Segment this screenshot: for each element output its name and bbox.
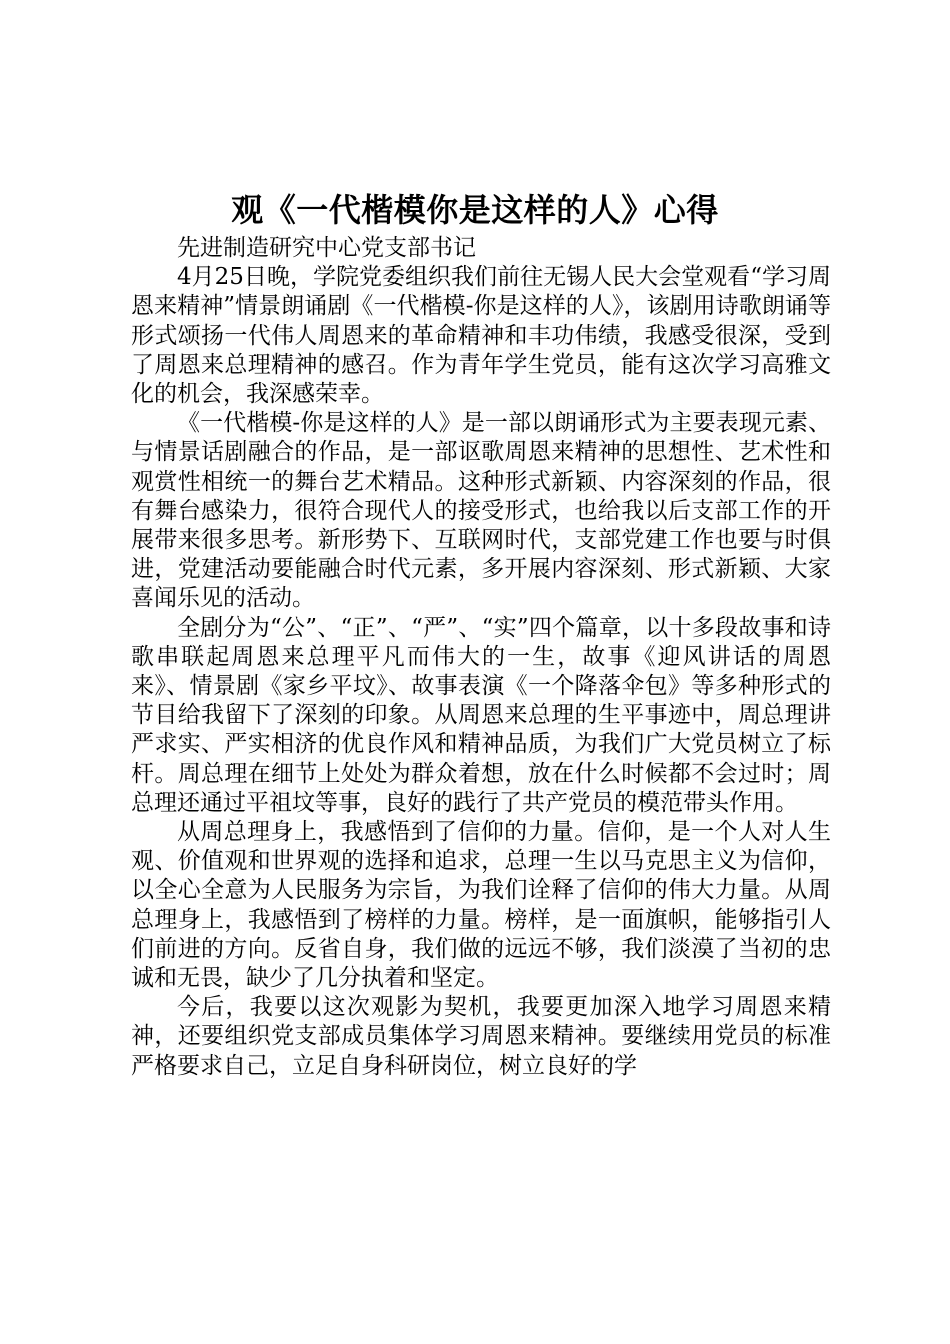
document-title: 观《一代楷模你是这样的人》心得 (231, 191, 719, 229)
body-paragraph: 《一代楷模-你是这样的人》是一部以朗诵形式为主要表现元素、与情景话剧融合的作品，是一部讴歌周恩来精神的思想性、艺术性和观赏性相统一的舞台艺术精品。这种形式新颖、内容深刻的作品，很有舞台感染力，很符合现代人的接受形式，也给我以后支部工作的开展带来很多思考。新形势下、互联网时代，支部党建工作也要与时俱进，党建活动要能融合时代元素，多开展内容深刻、形式新颖、大家喜闻乐见的活动。 (131, 410, 831, 612)
body-paragraph: 全剧分为“公”、“正”、“严”、“实”四个篇章，以十多段故事和诗歌串联起周恩来总理平凡而伟大的一生，故事《迎风讲话的周恩来》、情景剧《家乡平坟》、故事表演《一个降落伞包》等多种形式的节目给我留下了深刻的印象。从周恩来总理的生平事迹中，周总理讲严求实、严实相济的优良作风和精神品质，为我们广大党员树立了标杆。周总理在细节上处处为群众着想，放在什么时候都不会过时；周总理还通过平祖坟等事，良好的践行了共产党员的模范带头作用。 (131, 614, 831, 816)
document-body (131, 234, 831, 1081)
body-paragraph: 今后，我要以这次观影为契机，我要更加深入地学习周恩来精神，还要组织党支部成员集体学习周恩来精神。要继续用党员的标准严格要求自己，立足自身科研岗位，树立良好的学 (131, 994, 831, 1079)
body-paragraph: 从周总理身上，我感悟到了信仰的力量。信仰，是一个人对人生观、价值观和世界观的选择和追求，总理一生以马克思主义为信仰，以全心全意为人民服务为宗旨，为我们诠释了信仰的伟大力量。从周总理身上，我感悟到了榜样的力量。榜样，是一面旗帜，能够指引人们前进的方向。反省自身，我们做的远远不够，我们淡漠了当初的忠诚和无畏，缺少了几分执着和坚定。 (131, 819, 831, 992)
author-line: 先进制造研究中心党支部书记 (177, 235, 476, 261)
body-paragraph: 4月25日晚，学院党委组织我们前往无锡人民大会堂观看“学习周恩来精神”情景朗诵剧《一代楷模-你是这样的人》，该剧用诗歌朗诵等形式颂扬一代伟人周恩来的革命精神和丰功伟绩，我感受很深，受到了周恩来总理精神的感召。作为青年学生党员，能有这次学习高雅文化的机会，我深感荣幸。 (131, 264, 831, 408)
